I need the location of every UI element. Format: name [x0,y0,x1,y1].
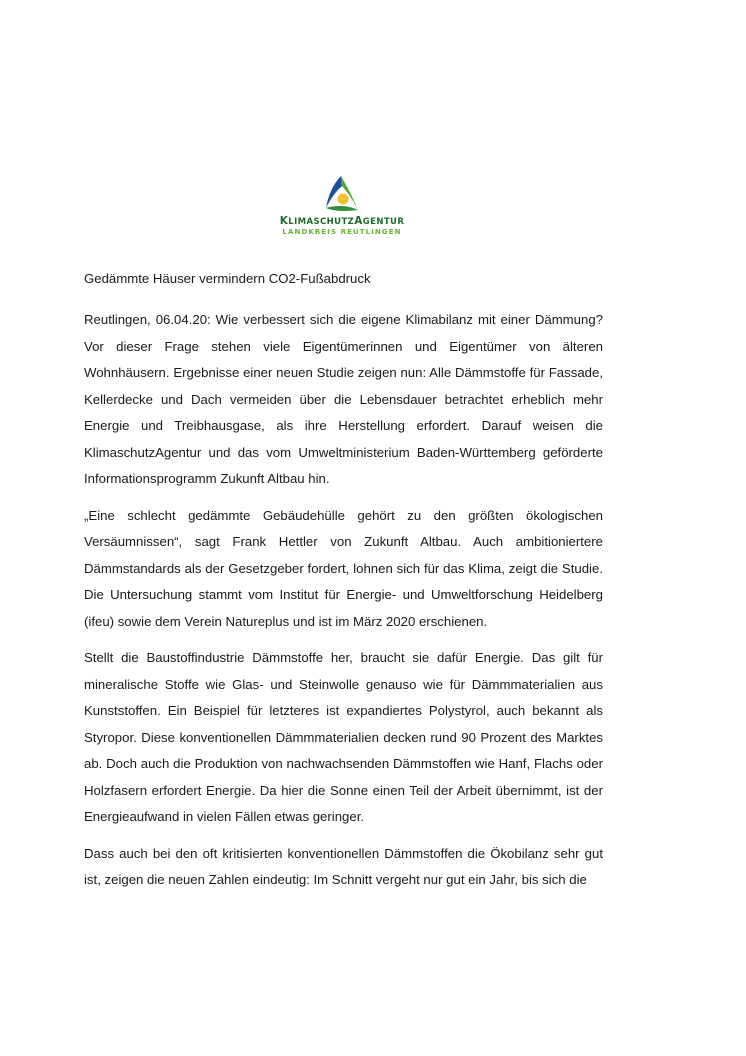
headline: Gedämmte Häuser vermindern CO2-Fußabdruck [84,271,371,286]
paragraph-results: Dass auch bei den oft kritisierten konventionellen Dämmstoffen die Ökobilanz sehr gut ist, zeigen die neuen Zahlen eindeutig: Im Schnitt vergeht nur gut ein Jahr, bis sich die [84,845,603,887]
logo-subtitle: LANDKREIS REUTLINGEN [282,228,402,236]
klimaschutzagentur-logo [272,170,412,240]
paragraph-quote: „Eine schlecht gedämmte Gebäudehülle gehört zu den größten ökologischen Versäumnissen“, sagt Frank Hettler von Zukunft Altbau. Auch ambitioniertere Dämmstandards als der Gesetzgeber fordert, lohnen sich für das Klima, zeigt die Studie. Die Untersuchung stammt vom Institut für Energie- und Umweltforschung Heidelberg (ifeu) sowie dem Verein Natureplus und ist im März 2020 erschienen. [84,507,603,629]
paragraph-production: Stellt die Baustoffindustrie Dämmstoffe her, braucht sie dafür Energie. Das gilt für mineralische Stoffe wie Glas- und Steinwolle genauso wie für Dämmmaterialien aus Kunststoffen. Ein Beispiel für letzteres ist expandiertes Polystyrol, auch bekannt als Styropor. Diese konventionellen Dämmmaterialien decken rund 90 Prozent des Marktes ab. Doch auch die Produktion von nachwachsenden Dämmstoffen wie Hanf, Flachs oder Holzfasern erfordert Energie. Da hier die Sonne einen Teil der Arbeit übernimmt, ist der Energieaufwand in vielen Fällen etwas geringer. [84,650,603,824]
triangle-sun-logo-icon [323,174,361,214]
logo-wordmark: KLIMASCHUTZAGENTUR [279,215,405,227]
press-release-body [84,266,603,904]
paragraph-intro: Reutlingen, 06.04.20: Wie verbessert sich die eigene Klimabilanz mit einer Dämmung? Vor dieser Frage stehen viele Eigentümerinnen und Eigentümer von älteren Wohnhäusern. Ergebnisse einer neuen Studie zeigen nun: Alle Dämmstoffe für Fassade, Kellerdecke und Dach vermeiden über die Lebensdauer betrachtet erheblich mehr Energie und Treibhausgase, als ihre Herstellung erfordert. Darauf weisen die KlimaschutzAgentur und das vom Umweltministerium Baden-Württemberg geförderte Informationsprogramm Zukunft Altbau hin. [84,312,603,486]
